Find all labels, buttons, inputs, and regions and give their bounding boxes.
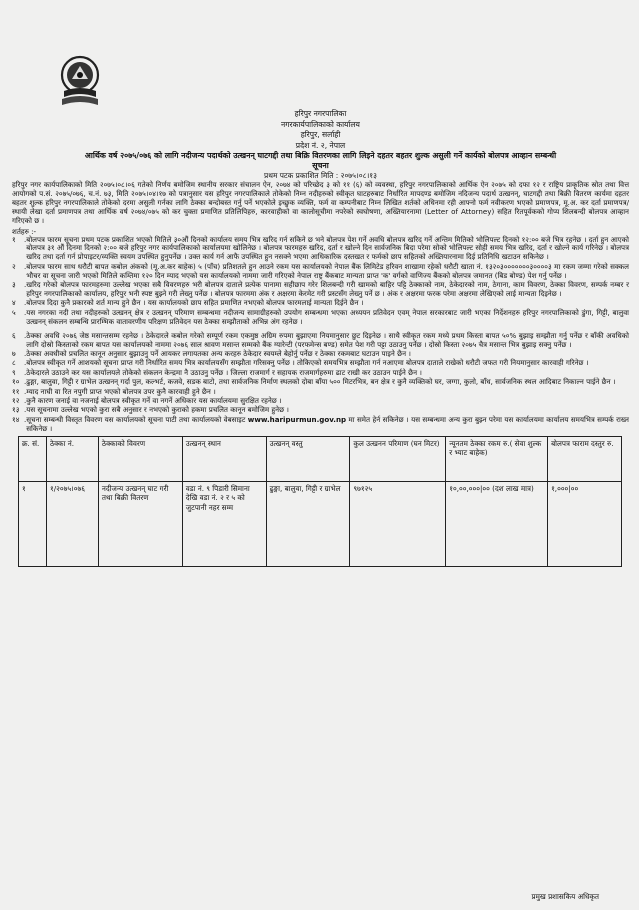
- condition-item: १४ . सूचना सम्बन्धी विस्तृत विवरण यस कार्यालयको सूचना पाटी तथा कार्यालयको वेबसाइट www.haripurmun.gov.np मा समेत हेर्न सकिनेछ । यस सम्बन्धमा अन्य कुरा बुझ्न परेमा यस कार्यालयमा कार्यालय समयभित्र सम्पर्क राख्न सकिनेछ ।: [12, 414, 629, 433]
- table-header-cell: बोलपत्र फाराम दस्तुर रु.: [548, 436, 622, 481]
- table-header-cell: न्यूनतम ठेक्का रकम रु.( सेवा शुल्क र भ्याट बाहेक): [446, 436, 548, 481]
- government-emblem-icon: [58, 55, 102, 111]
- condition-item: ५ . यस नगरका नदी तथा नदीहरुको उत्खनन् क्षेत्र र उत्खनन् परिमाण सम्बन्धमा नदीजन्य सामाग्रीहरुको उपयोग सम्बन्धमा भएका अध्ययन प्रतिवेदन एवम् नेपाल सरकारबाट जारी भएका निर्देशनहरु हरिपुर नगरपालिकाको डुंगा, गिट्टी, बालुवा उत्खनन् संकलन सम्बन्धि प्रारम्भिक वातावरणीय परिक्षण प्रतिवेदन यस ठेक्का सम्झौताको अभिन्न अंग रहनेछ ।: [12, 307, 629, 326]
- condition-item: १२ . कुनै कारण जनाई वा नजनाई बोलपत्र स्वीकृत गर्ने वा नगर्ने अधिकार यस कार्यालयमा सुरक्षित रहनेछ ।: [12, 395, 282, 405]
- table-header-cell: ठेक्काको विवरण: [98, 436, 182, 481]
- condition-item: १० . ढुङ्गा, बालुवा, गिट्टी र ग्राभेल उत्खनन् गर्दा पुल, कल्भर्ट, कजवे, सडक बाटो, तथा सार्वजनिक निर्माण स्थलको दोबा बाँया ५०० मिटरभित्र, बन क्षेत्र र कुनै व्यक्तिको घर, जग्गा, कुलो, बाँध, सार्वजनिक स्थल आदिबाट निकाल्न पाईने छैन ।: [12, 377, 616, 387]
- condition-item: ३ . खरिद गरेको बोलपत्र फारमहरुमा उल्लेख भएका सबै विवरणहरु भरी बोलपत्र दाताले प्रत्येक पानामा सहीछाप गरेर शिलबन्दी गरी खामको बाहिर पट्टि ठेक्काको नाम, ठेकेदारको नाम, ठेगाना, काम विवरण, ठेक्का विवरण, सम्पर्क नम्बर र हरिपुर नगरपालिकाको कार्यालय, हरिपुर भनी स्पष्ट बुझ्ने गरी लेख्नु पर्नेछ । बोलपत्र फारममा अंक र अक्षरमा केरमेट गरी प्रस्टसँग लेख्नु पर्ने छ । अंक र अक्षरमा फरक परेमा अक्षरमा लेखिएको लाई मान्यता दिइनेछ ।: [12, 280, 629, 298]
- office-name: नगरकार्यपालिकाको कार्यालय: [281, 119, 360, 129]
- condition-item: ११ . म्याद नाघी वा रित नपुगी प्राप्त भएको बोलपत्र उपर कुनै कारवाही हुने छैन ।: [12, 386, 216, 396]
- province-name: प्रदेश नं. २, नेपाल: [295, 140, 346, 150]
- intro-paragraph: हरिपुर नगर कार्यपालिकाको मिति २०७५।०८।०६ गतेको निर्णय बमोजिम स्थानीय सरकार संचालन ऐन, २०७४ को परिच्छेद ३ को ११ (६) को व्यवस्था, हरिपुर नगरपालिकाको आर्थिक ऐन २०७५ को दफा १२ र राष्ट्रिय प्राकृतिक स्रोत तथा वित्त आयोगको प.सं. २०७५/०७६, च.नं. ७३, मिति २०७५।०४।१७ को पत्रानुसार यस हरिपुर नगरपालिकाले तोकेको निम्न नदीहरुको स्वीकृत घाटहरुबाट निर्धारित मापदण्ड बमोजिम नदिजन्य पदार्थ उत्खनन्, घाटगद्दी तथा बिक्री वितरण कार्यमा दहतर बहतर शुल्क हरिपुर नगरपालिकाले तोकेको दरमा असुली गर्नका लागि ठेक्का बन्दोबस्त गर्नु पर्ने भएकोले इच्छुक व्यक्ति, फर्म वा कम्पनीबाट निम्न लिखित शर्तको अधिनमा रही आफ्नो फर्म नवीकरण भएको प्रमाणपत्र, मू.अ. कर दर्ता प्रमाणपत्र/स्थायी लेखा दर्ता प्रमाणपत्र तथा आर्थिक वर्ष २०७४/०७५ को कर चुक्ता प्रमाणित प्रतिलिपिहरु, कारवाहीको वा कालोसूचीमा नपरेको स्वघोषणा, अख्तियारनामा (Letter of Attorney) सहित रितपूर्वकको गोप्य शिलबन्दी बोलपत्र आव्हान गरिएको छ ।: [12, 180, 629, 225]
- letterhead: [12, 109, 629, 151]
- notice-title: आर्थिक वर्ष २०७५/०७६ को लागि नदीजन्य पदार्थको उत्खनन् घाटगद्दी तथा बिक्रि वितरणका लागि लिइने दहतर बहतर शुल्क असुली गर्ने कार्यको बोलपत्र आव्हान सम्बन्धी: [84, 151, 557, 160]
- table-header-cell: ठेक्का नं.: [46, 436, 98, 481]
- condition-item: ९ . ठेकेदारले उठाउने कर यस कार्यालयले तोकेको संकलन केन्द्रमा नै उठाउनु पर्नेछ । जिल्ला राजमार्ग र सहायक राजमार्गहरुमा ढाट राखी कर उठाउन पाईने छैन ।: [12, 367, 422, 377]
- table-cell: १/२०७५।०७६: [46, 481, 98, 566]
- condition-item: २ . बोलपत्र फारम साथ धरौटी बापत कबोल अंकको (मू.अ.कर बाहेक) ५ (पाँच) प्रतिशतले हुन आउने रकम यस कार्यालयको नेपाल बैंक लिमिटेड हरिवन शाखामा रहेको धरौटी खाता नं. १३२०३०००००००३००००३ मा रकम जम्मा गरेको सक्कल भौचर वा सूचना जारी भएको मितिले कम्तिमा १२० दिन म्याद भएको यस कार्यालयको नाममा जारी गरिएको नेपाल राष्ट्र बैंकबाट मान्यता प्राप्त 'क' वर्गको वाणिज्य बैंकको बोलपत्र जमानत (बिड बोण्ड) पेश गर्नु पर्नेछ ।: [12, 261, 629, 280]
- condition-item: ६ . ठेक्का अवधि २०७६ जेष्ठ मसान्तसम्म रहनेछ । ठेकेदारले कबोल गरेको सम्पूर्ण रकम एकमुष्ठ अग्रिम रुपमा बुझाएमा नियमानुसार छुट दिइनेछ । साथै स्वीकृत रकम मध्ये प्रथम किस्ता बापत ५०% बुझाइ सम्झौता गर्नु पर्नेछ र बाँकी अवधिको लागि दोस्रो किस्ताको रकम बापत यस कार्यालयको नाममा २०७६ साल श्रावण मसान्त सम्मको बैंक ग्यारेन्टी (परफमेन्स बण्ड) समेत पेश गरी पट्टा उठाउनु पर्नेछ । दोस्रो किस्ता २०७५ चैत्र मसान्त भित्र बुझाइ सक्नु पर्नेछ ।: [12, 330, 629, 349]
- table-header-cell: क्र. सं.: [19, 436, 47, 481]
- table-cell: वडा नं. ९ पिडारी सिमाना देखि वडा नं. २ र ५ को जुटपानी नहर सम्म: [182, 481, 266, 566]
- table-cell: १०,००,०००|०० (दश लाख मात्र): [446, 481, 548, 566]
- condition-item: १३ . यस सूचनामा उल्लेख भएको कुरा सबै अनुसार र नभएको कुराको हकमा प्रचलित कानून बमोजिम हुनेछ ।: [12, 405, 289, 415]
- condition-item: ८ . बोलपत्र स्वीकृत गर्ने आशयको सूचना प्राप्त गरी निर्धारित समय भित्र कार्यालयसँग सम्झौता गरिसक्नु पर्नेछ । तोकिएको समयभित्र सम्झौता गर्न नआएमा बोलपत्र दाताले राखेको धरौटी जफत गरी नियमानुसार कारवाही गरिनेछ ।: [12, 358, 589, 368]
- signatory-title: प्रमुख प्रशासकिय अधिकृत: [531, 892, 599, 901]
- table-cell: १,०००|००: [548, 481, 622, 566]
- table-cell: नदीजन्य उत्खनन् घाट गरी तथा बिक्री वितरण: [98, 481, 182, 566]
- conditions-list: [12, 236, 629, 434]
- table-header-cell: उत्खनन् वस्तु: [266, 436, 350, 481]
- table-row: [19, 481, 622, 566]
- condition-item: १ . बोलपत्र फारम सूचना प्रथम पटक प्रकाशित भएको मितिले ३०औं दिनको कार्यालय समय भित्र खरिद गर्न सकिने छ भने बोलपत्र पेश गर्ने अवधि बोलपत्र खरिद गर्ने अन्तिम मितिको भोलिपल्ट दिनको १२:०० बजे भित्र रहनेछ । दर्ता हुन आएको बोलपत्र ३१ औं दिनमा दिनको २:०० बजे हरिपुर नगर कार्यपालिकाको कार्यालयमा खोलिनेछ । बोलपत्र फारमहरु खरिद, दर्ता र खोल्ने दिन सार्वजनिक बिदा परेमा सोको भोलिपल्ट सोही समय भित्र खरिद, दर्ता र खोल्ने कार्य गरिनेछ । बोलपत्र खरिद तथा दर्ता गर्न प्रोपाइटर/व्यक्ति स्वयम उपस्थित हुनुपर्नेछ । उक्त कार्य गर्न आफै उपस्थित हुन नसक्ने भएमा आधिकारिक दस्तखत र फर्मको छाप सहितको अख्तियारनामा दिई प्रतिनिधि खटाउन सकिनेछ ।: [12, 234, 629, 262]
- condition-item: ७ . ठेक्का अवधीको प्रचलित कानून अनुसार बुझाउनु पर्ने आयकर लगायतका अन्य करहरु ठेकेदार स्वयम्ले बेहोर्नु पर्नेछ र ठेक्का रकमबाट घटाउन पाइने छैन ।: [12, 348, 411, 358]
- notice-subtitle: सूचना: [312, 161, 329, 170]
- table-header-cell: उत्खनन् स्थान: [182, 436, 266, 481]
- tender-table: [18, 436, 622, 567]
- table-cell: ढुङ्गा, बालुवा, गिट्टी र ग्राभेल: [266, 481, 350, 566]
- conditions-heading: शर्तहरु :-: [12, 226, 37, 236]
- office-location: हरिपुर, सर्लाही: [300, 130, 341, 139]
- table-cell: १: [19, 481, 47, 566]
- municipality-name: हरिपुर नगरपालिका: [294, 109, 347, 118]
- website-link[interactable]: www.haripurmun.gov.np: [247, 414, 347, 424]
- table-header-row: [19, 436, 622, 481]
- table-header-cell: कुल उत्खनन परिमाण (घन मिटर): [350, 436, 446, 481]
- publish-date: प्रथम पटक प्रकाशित मिति : २०७५।०८।१३: [264, 171, 377, 180]
- table-cell: ९७१२५: [350, 481, 446, 566]
- condition-item: ४ . बोलपत्र दिदा कुनै प्रकारको शर्त मान्य हुने छैन । यस कार्यालयको छाप सहित प्रमाणित नभएको बोलपत्र फारमलाई मान्यता दिईने छैन ।: [12, 298, 364, 308]
